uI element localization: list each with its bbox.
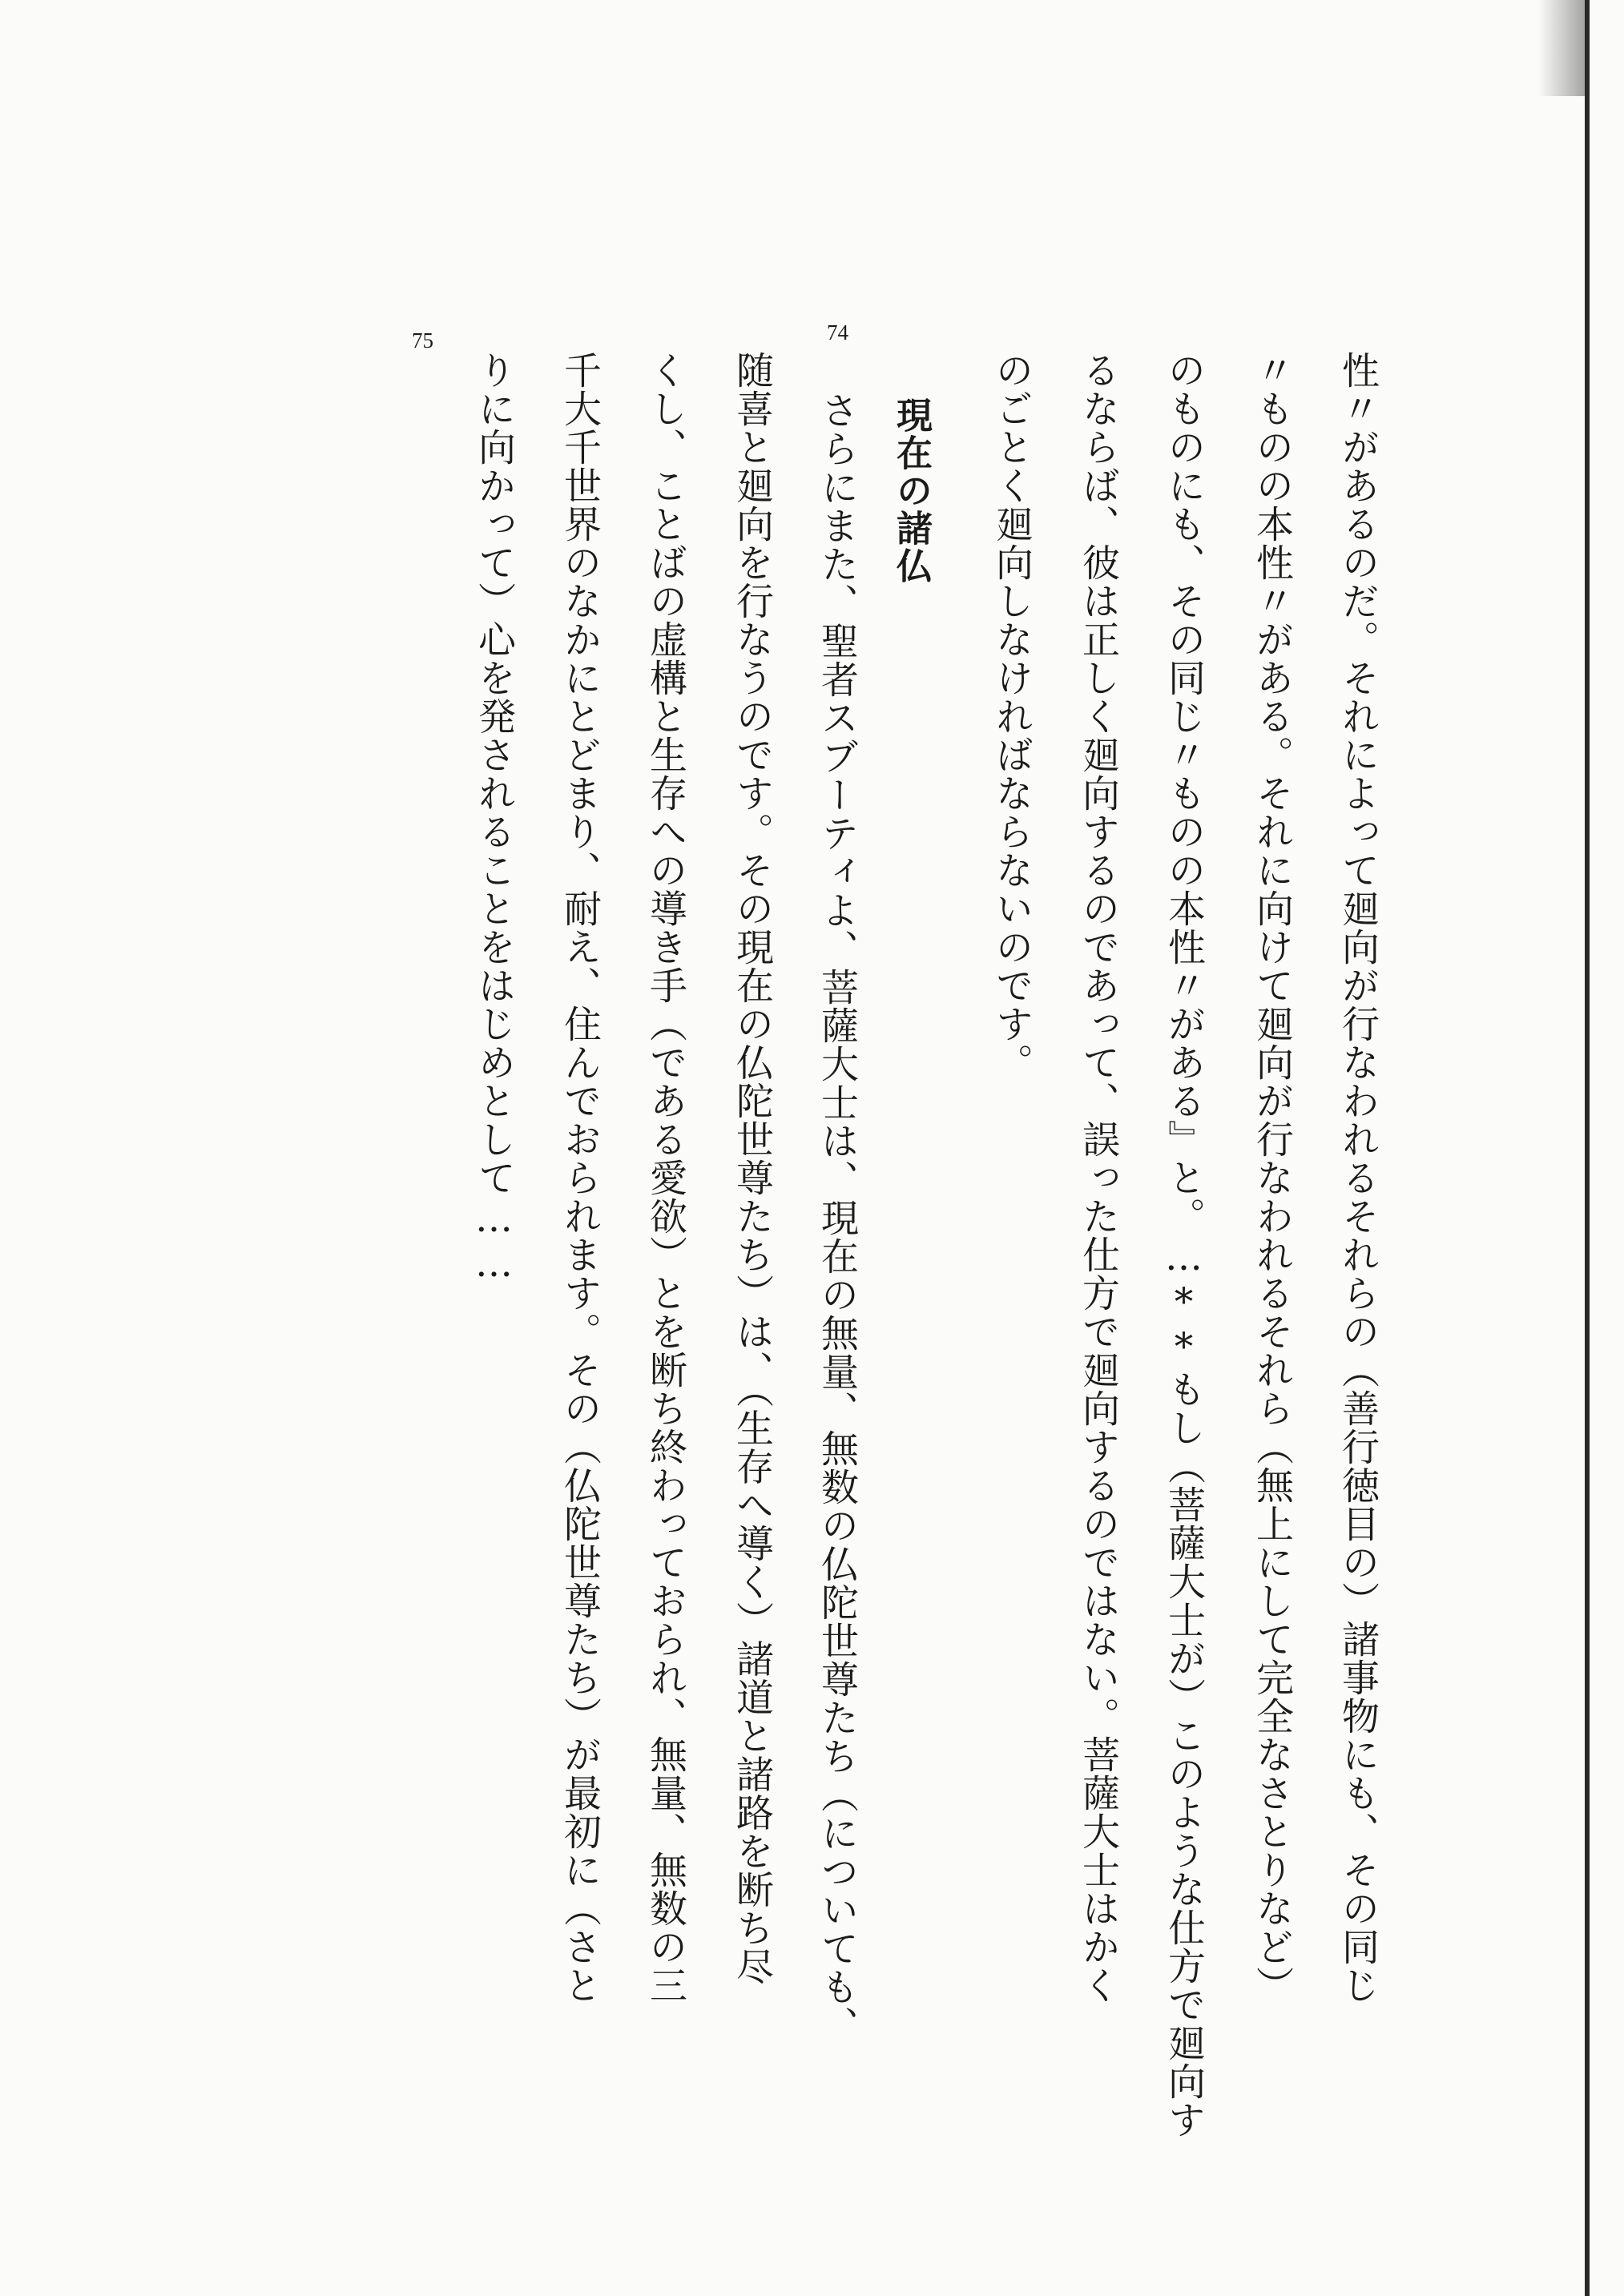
binding-shadow [1538,0,1585,96]
text-column: 千大千世界のなかにとどまり、耐え、住んでおられます。その（仏陀世尊たち）が最初に（さと [558,351,602,2004]
text-column: 随喜と廻向を行なうのです。その現在の仏陀世尊たち）は、（生存へ導く）諸道と諸路を断ち尽 [730,351,774,1986]
section-heading: 現在の諸仏 [890,397,933,585]
text-column: のものにも、その同じ〃ものの本性〃がある』と。…**もし（菩薩大士が）このような仕方で廻向す [1162,351,1206,2139]
text-column: のごとく廻向しなければならないのです。 [989,351,1034,1082]
text-column: くし、ことばの虚構と生存への導き手（である愛欲）とを断ち終わっておられ、無量、無数の三 [643,351,687,2004]
text-column: るならば、彼は正しく廻向するのであって、誤った仕方で廻向するのではない。菩薩大士はかく [1076,351,1120,2004]
reference-number: 74 [827,320,848,344]
binding-edge [1585,0,1590,2296]
text-column: 性〃があるのだ。それによって廻向が行なわれるそれらの（善行徳目の）諸事物にも、その同じ [1336,351,1380,2004]
reference-number: 75 [412,328,433,352]
text-column: さらにまた、聖者スブーティよ、菩薩大士は、現在の無量、無数の仏陀世尊たち（についても、 [815,391,859,2044]
text-column: 〃ものの本性〃がある。それに向けて廻向が行なわれるそれら（無上にして完全なさとりなど） [1250,351,1294,2004]
text-column: りに向かって）心を発されることをはじめとして…… [472,351,516,1287]
